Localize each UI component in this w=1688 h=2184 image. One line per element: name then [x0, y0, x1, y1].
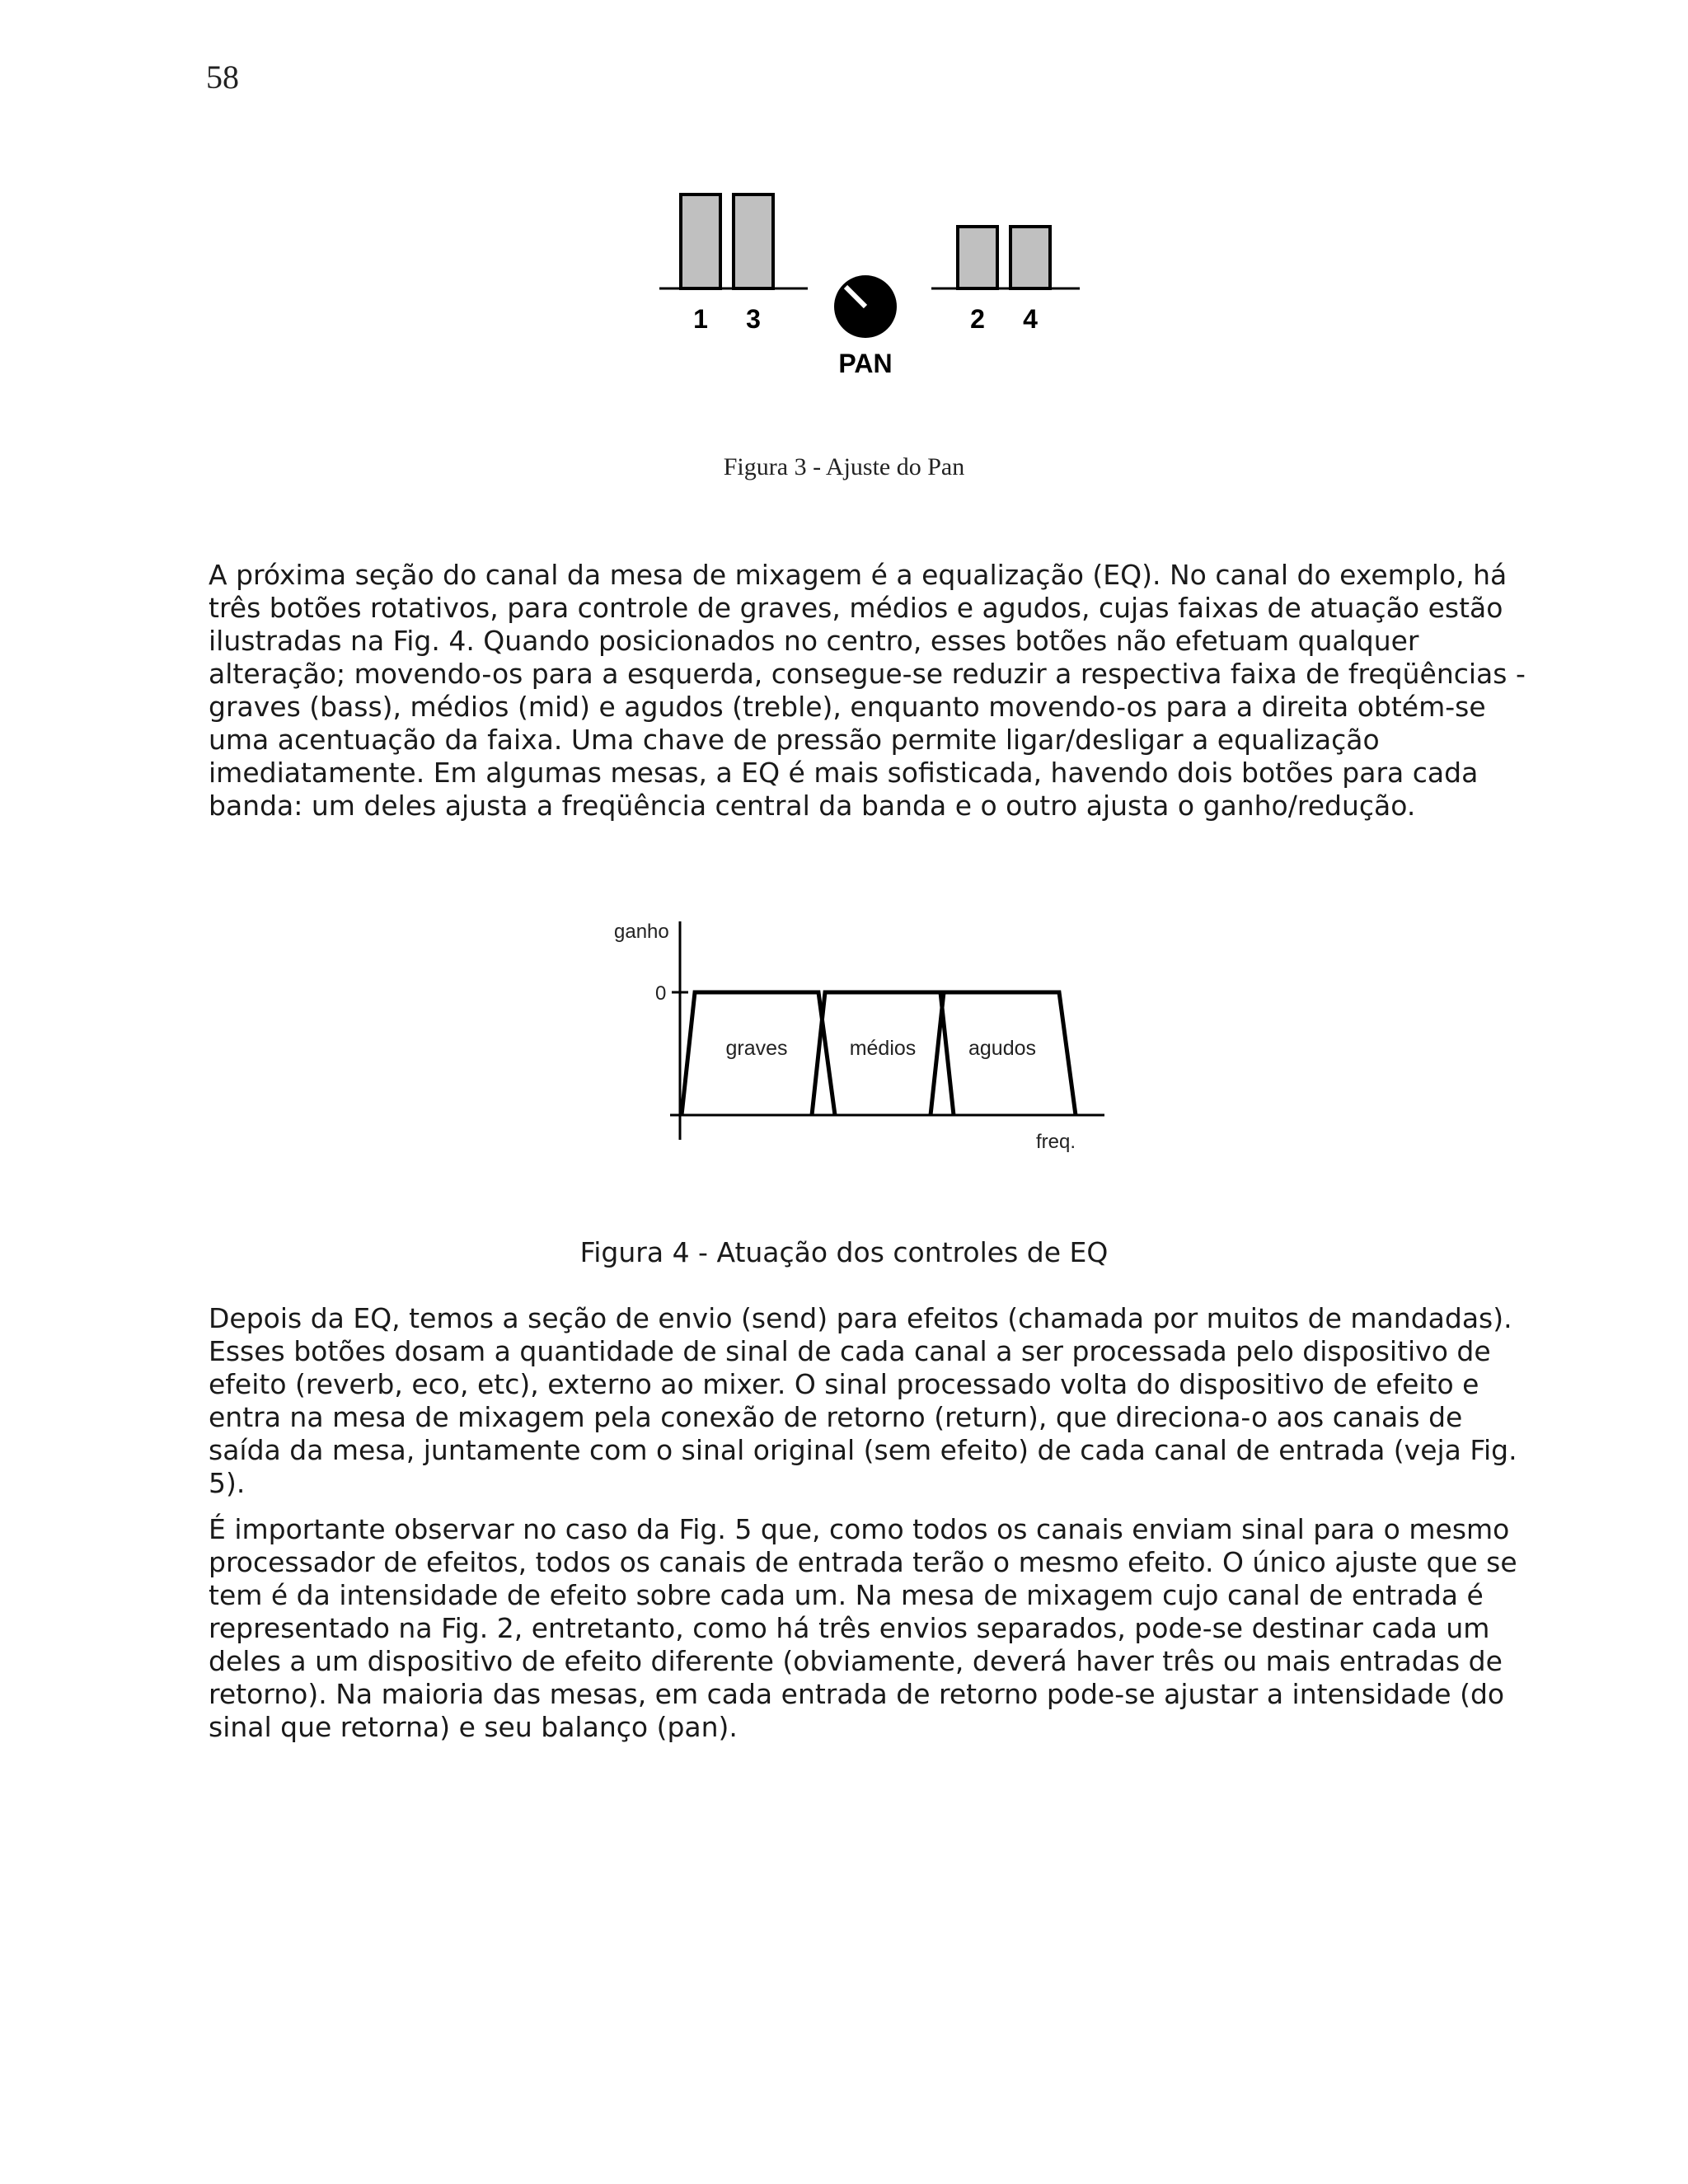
band-label-medios: médios — [849, 1037, 917, 1060]
band-label-graves: graves — [725, 1037, 788, 1060]
zero-label: 0 — [655, 982, 667, 1005]
fader-bar-2 — [958, 227, 997, 288]
fader-bar-1 — [681, 194, 720, 288]
y-axis-label: ganho — [614, 921, 669, 943]
fader-label-4: 4 — [1023, 304, 1038, 334]
paragraph-send: Depois da EQ, temos a seção de envio (send) para efeitos (chamada por muitos de mandadas). Esses botões dosam a quantidade de sinal de cada canal a ser processada pelo dispositivo de efeito (reverb, eco, etc), externo ao mixer. O sinal processado volta do dispositivo de efeito e entra na mesa de mixagem pela conexão de retorno (return), que direciona-o aos canais de saída da mesa, juntamente com o sinal original (sem efeito) de cada canal de entrada (veja Fig. 5). — [209, 1302, 1517, 1499]
figure-4-caption: Figura 4 - Atuação dos controles de EQ — [579, 1236, 1109, 1268]
fader-bar-3 — [734, 194, 773, 288]
pan-label: PAN — [838, 349, 893, 378]
paragraph-effects: É importante observar no caso da Fig. 5 que, como todos os canais enviam sinal para o mesmo processador de efeitos, todos os canais de entrada terão o mesmo efeito. O único ajuste que se tem é da intensidade de efeito sobre cada um. Na mesa de mixagem cujo canal de entrada é representado na Fig. 2, entretanto, como há três envios separados, pode-se destinar cada um deles a um dispositivo de efeito diferente (obviamente, deverá haver três ou mais entradas de retorno). Na maioria das mesas, em cada entrada de retorno pode-se ajustar a intensidade (do sinal que retorna) e seu balanço (pan). — [209, 1513, 1517, 1743]
fader-bar-4 — [1010, 227, 1050, 288]
fader-label-3: 3 — [746, 304, 761, 334]
figure-3-pan-diagram — [651, 181, 1096, 396]
fader-label-1: 1 — [693, 304, 708, 334]
pan-knob-icon — [834, 275, 897, 338]
figure-4-eq-diagram — [606, 913, 1117, 1160]
paragraph-eq: A próxima seção do canal da mesa de mixagem é a equalização (EQ). No canal do exemplo, há três botões rotativos, para controle de graves, médios e agudos, cujas faixas de atuação estão ilustradas na Fig. 4. Quando posicionados no centro, esses botões não efetuam qualquer alteração; movendo-os para a esquerda, consegue-se reduzir a respectiva faixa de freqüências - graves (bass), médios (mid) e agudos (treble), enquanto movendo-os para a direita obtém-se uma acentuação da faixa. Uma chave de pressão permite ligar/desligar a equalização imediatamente. Em algumas mesas, a EQ é mais sofisticada, havendo dois botões para cada banda: um deles ajusta a freqüência central da banda e o outro ajusta o ganho/redução. — [209, 559, 1526, 822]
band-label-agudos: agudos — [968, 1037, 1037, 1060]
figure-3-caption: Figura 3 - Ajuste do Pan — [723, 453, 965, 480]
page-number: 58 — [206, 59, 239, 96]
fader-label-2: 2 — [970, 304, 985, 334]
x-axis-label: freq. — [1036, 1131, 1076, 1153]
